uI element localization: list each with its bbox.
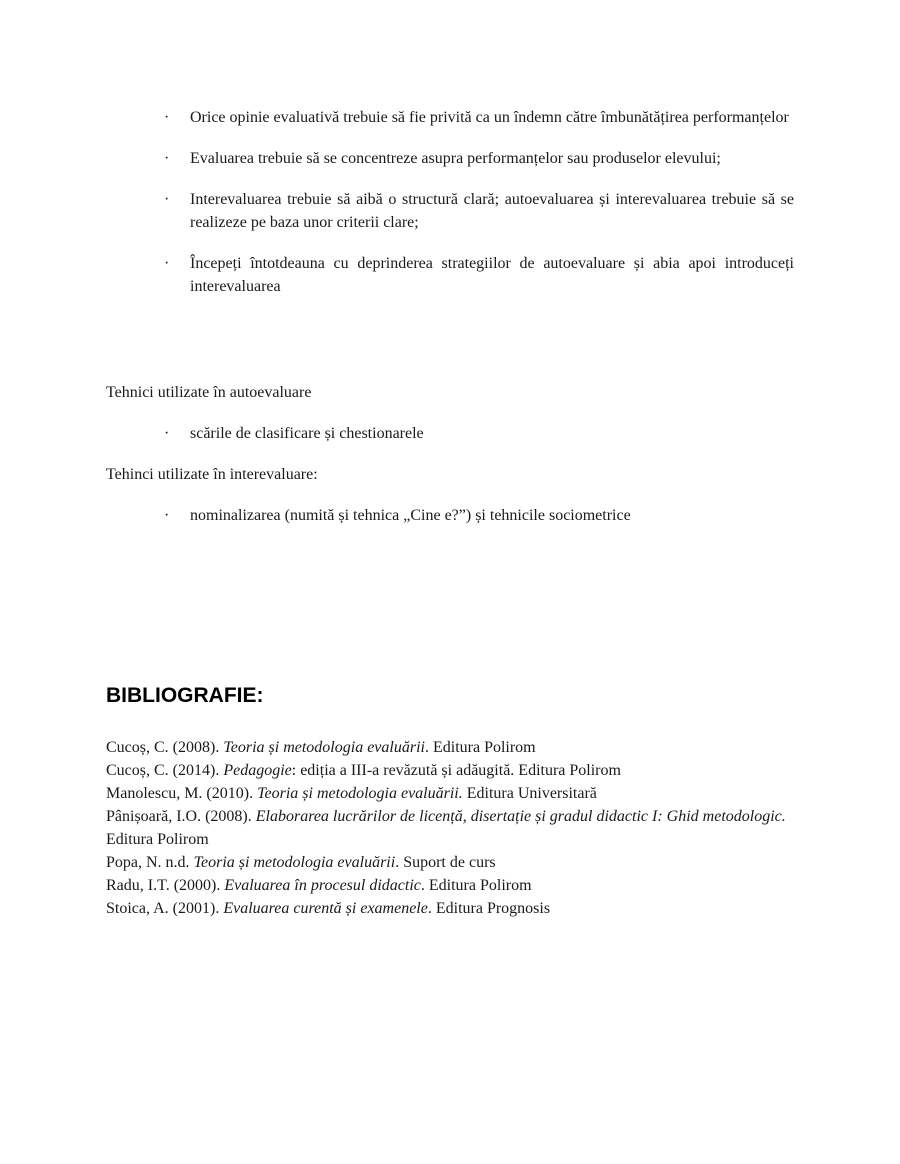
guidelines-list <box>160 106 794 316</box>
entry-author: Pânișoară, I.O. (2008). <box>106 808 256 825</box>
entry-title: Teoria și metodologia evaluării. <box>257 785 463 802</box>
bibliography-entry <box>106 874 786 897</box>
entry-author: Popa, N. n.d. <box>106 854 194 871</box>
list-item <box>160 504 794 527</box>
bullet-icon: · <box>164 425 170 442</box>
entry-publisher: : ediția a III-a revăzută și adăugită. Editura Polirom <box>291 762 621 779</box>
bibliography-list <box>106 736 786 920</box>
list-item-text: Evaluarea trebuie să se concentreze asupra performanțelor sau produselor elevului; <box>190 150 721 167</box>
list-item-text: Orice opinie evaluativă trebuie să fie privită ca un îndemn către îmbunătățirea performanțelor <box>190 109 789 126</box>
entry-author: Manolescu, M. (2010). <box>106 785 258 802</box>
list-item <box>160 147 794 170</box>
list-item <box>160 188 794 234</box>
entry-author: Cucoș, C. (2008). <box>106 739 224 756</box>
list-item-text: Interevaluarea trebuie să aibă o structură clară; autoevaluarea și interevaluarea trebuie să se realizeze pe baza unor criterii clare; <box>190 191 794 231</box>
peer-eval-list <box>160 504 794 545</box>
bibliography-heading: BIBLIOGRAFIE: <box>106 684 264 707</box>
entry-title: Teoria și metodologia evaluării <box>193 854 396 871</box>
bibliography-entry <box>106 805 786 851</box>
bullet-icon: · <box>164 191 170 208</box>
entry-publisher: . Editura Polirom <box>424 739 536 756</box>
bibliography-entry <box>106 782 786 805</box>
entry-title: Evaluarea în procesul didactic <box>224 877 421 894</box>
entry-publisher: . Editura Polirom <box>420 877 532 894</box>
entry-author: Cucoș, C. (2014). <box>106 762 224 779</box>
entry-publisher: . Suport de curs <box>395 854 496 871</box>
bullet-icon: · <box>164 109 170 126</box>
entry-title: Elaborarea lucrărilor de licență, disertație și gradul didactic I: Ghid metodologic. <box>255 808 786 825</box>
list-item <box>160 422 794 445</box>
entry-author: Stoica, A. (2001). <box>106 900 224 917</box>
list-item <box>160 252 794 298</box>
bibliography-entry <box>106 736 786 759</box>
bullet-icon: · <box>164 507 170 524</box>
bibliography-entry <box>106 851 786 874</box>
entry-title: Evaluarea curentă și examenele <box>223 900 428 917</box>
list-item-text: scările de clasificare și chestionarele <box>190 425 424 442</box>
bullet-icon: · <box>164 150 170 167</box>
list-item-text: nominalizarea (numită și tehnica „Cine e?”) și tehnicile sociometrice <box>190 507 631 524</box>
bullet-icon: · <box>164 255 170 272</box>
bibliography-entry <box>106 759 786 782</box>
entry-title: Pedagogie <box>223 762 292 779</box>
self-eval-list <box>160 422 794 463</box>
self-eval-title: Tehnici utilizate în autoevaluare <box>106 384 312 401</box>
entry-author: Radu, I.T. (2000). <box>106 877 225 894</box>
bibliography-entry <box>106 897 786 920</box>
peer-eval-title: Tehinci utilizate în interevaluare: <box>106 466 318 483</box>
entry-publisher: Editura Polirom <box>106 831 209 848</box>
entry-publisher: . Editura Prognosis <box>427 900 551 917</box>
list-item-text: Începeți întotdeauna cu deprinderea strategiilor de autoevaluare și abia apoi introduceți interevaluarea <box>190 255 794 295</box>
entry-publisher: Editura Universitară <box>462 785 597 802</box>
list-item <box>160 106 794 129</box>
entry-title: Teoria și metodologia evaluării <box>223 739 425 756</box>
